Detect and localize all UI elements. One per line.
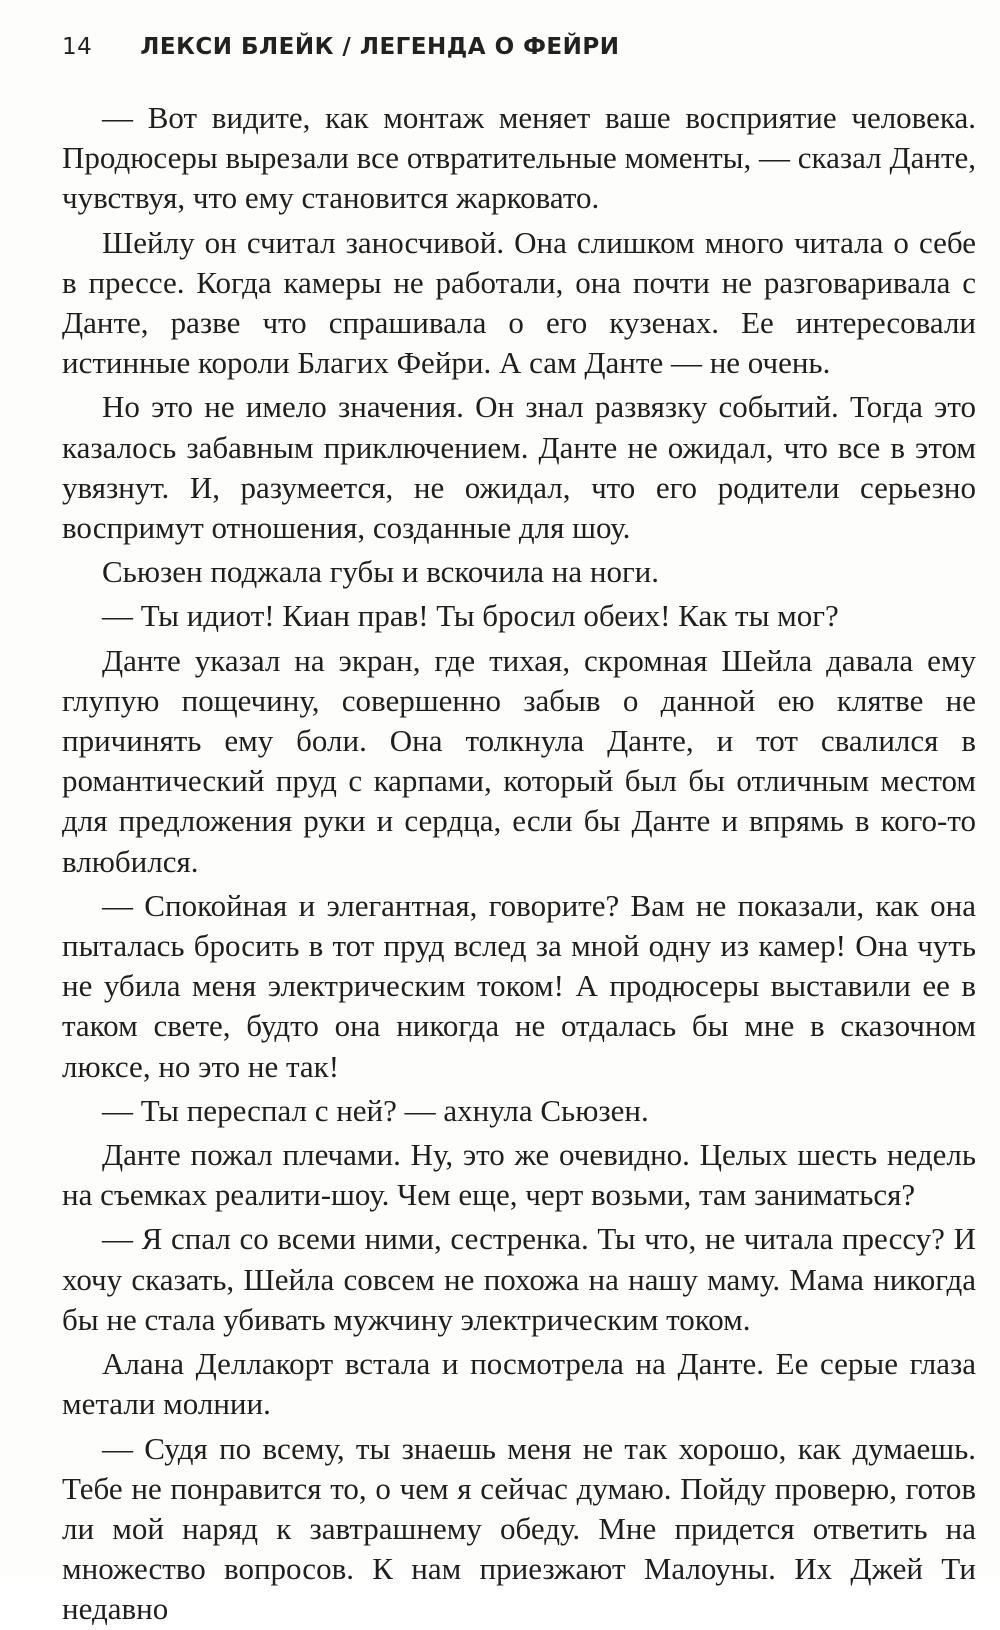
paragraph: Данте указал на экран, где тихая, скромная Шейла давала ему глупую пощечину, совершенно забыв о данной ею клятве не причинять ему боли. Она толкнула Данте, и тот свалился в романтический пруд с карпами, который был бы отличным местом для предложения руки и сердца, если бы Данте и впрямь в кого-то влюбился. [62,642,976,879]
paragraph: — Вот видите, как монтаж меняет ваше восприятие человека. Продюсеры вырезали все отвратительные моменты, — сказал Данте, чувствуя, что ему становится жарковато. [62,100,976,216]
body-text [62,98,976,1630]
paragraph: — Ты идиот! Киан прав! Ты бросил обеих! Как ты мог? [102,598,839,634]
paragraph: — Ты переспал с ней? — ахнула Сьюзен. [102,1092,649,1128]
paragraph: — Спокойная и элегантная, говорите? Вам не показали, как она пыталась бросить в тот пруд вслед за мной одну из камер! Она чуть не убила меня электрическим током! А продюсеры выставили ее в таком свете, будто она никогда не отдалась бы мне в сказочном люксе, но это не так! [62,887,976,1084]
paragraph: Алана Деллакорт встала и посмотрела на Данте. Ее серые глаза метали молнии. [62,1346,976,1422]
paragraph: Сьюзен поджала губы и вскочила на ноги. [102,554,660,590]
page-number: 14 [62,34,93,60]
paragraph: Но это не имело значения. Он знал развязку событий. Тогда это казалось забавным приключением. Данте не ожидал, что все в этом увязнут. И, разумеется, не ожидал, что его родители серьезно воспримут отношения, созданные для шоу. [62,389,976,546]
paragraph: Шейлу он считал заносчивой. Она слишком много читала о себе в прессе. Когда камеры не работали, она почти не разговаривала с Данте, разве что спрашивала о его кузенах. Ее интересовали истинные короли Благих Фейри. А сам Данте — не очень. [62,224,976,381]
paragraph: — Судя по всему, ты знаешь меня не так хорошо, как думаешь. Тебе не понравится то, о чем я сейчас думаю. Пойду проверю, готов ли мой наряд к завтрашнему обеду. Мне придется ответить на множество вопросов. К нам приезжают Малоуны. Их Джей Ти недавно [62,1430,976,1627]
paragraph: — Я спал со всеми ними, сестренка. Ты что, не читала прессу? И хочу сказать, Шейла совсем не похожа на нашу маму. Мама никогда бы не стала убивать мужчину электрическим током. [62,1221,976,1337]
running-title: ЛЕКСИ БЛЕЙК / ЛЕГЕНДА О ФЕЙРИ [140,34,620,60]
running-header [62,34,620,60]
paragraph: Данте пожал плечами. Ну, это же очевидно. Целых шесть недель на съемках реалити-шоу. Чем еще, черт возьми, там заниматься? [62,1137,976,1213]
